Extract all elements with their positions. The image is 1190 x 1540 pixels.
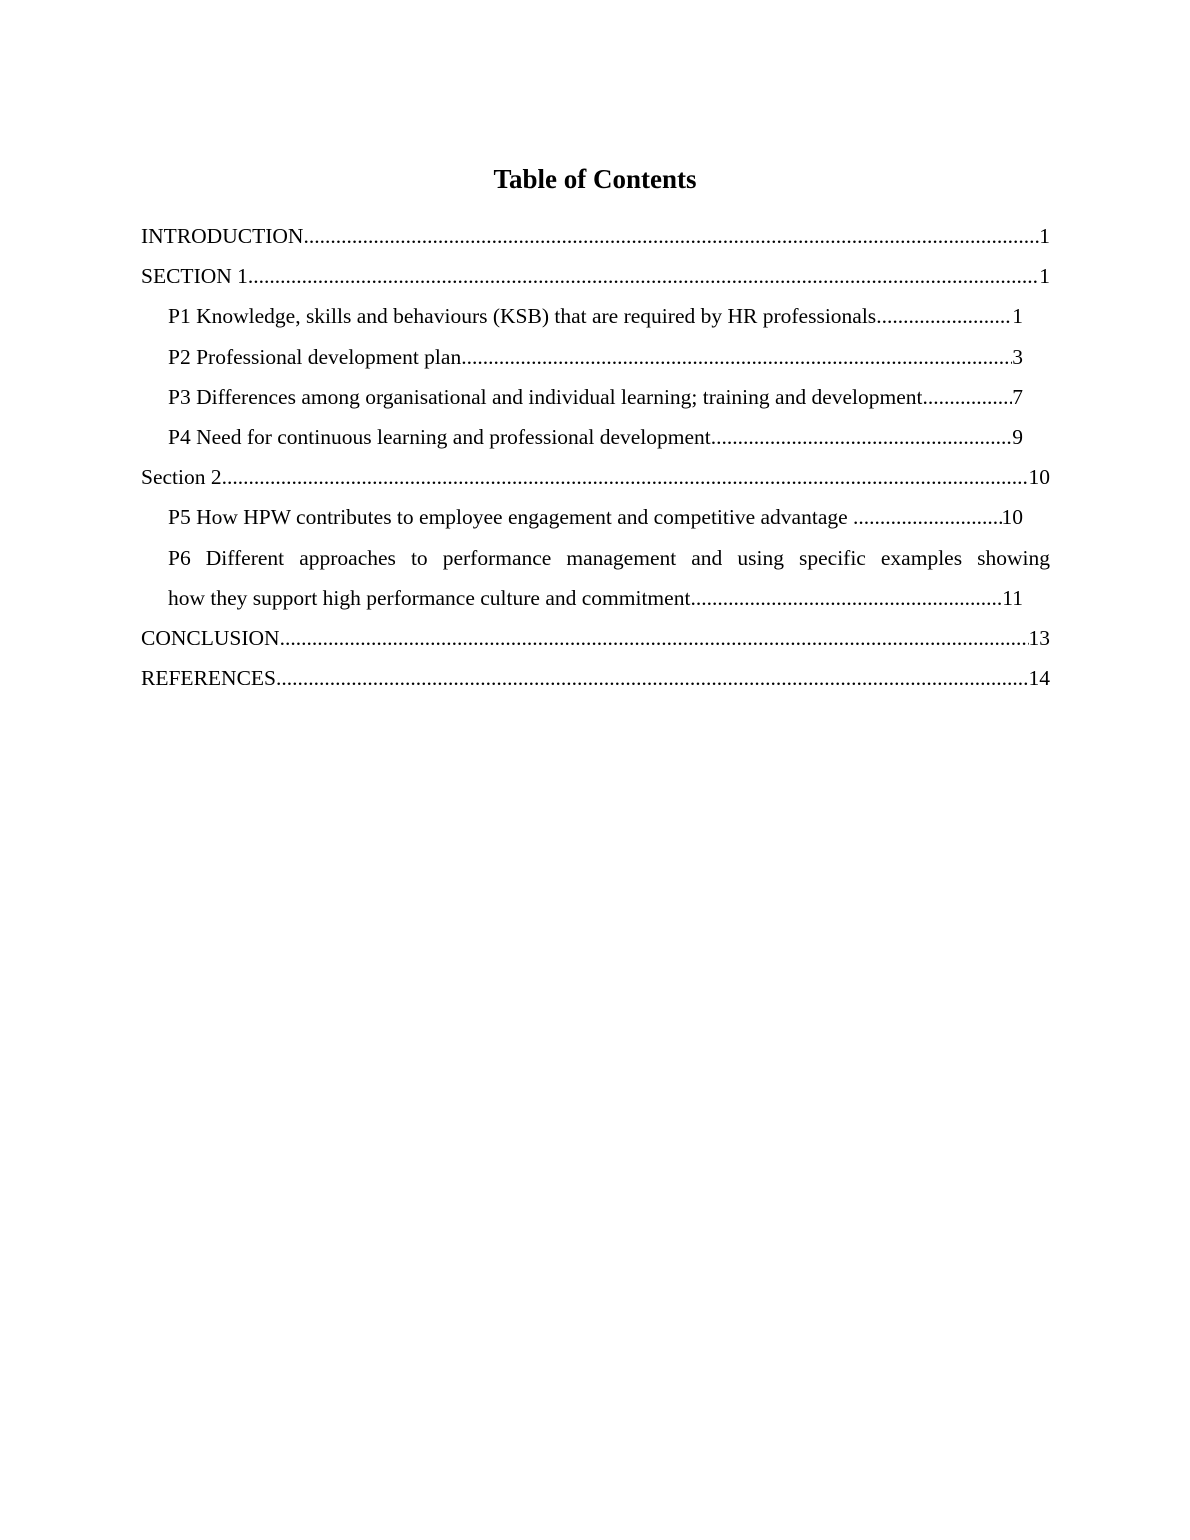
toc-entry-conclusion[interactable]: [141, 618, 1050, 658]
toc-entry-label-line2: how they support high performance culture and commitment: [168, 585, 691, 610]
toc-entry-label: P2 Professional development plan: [168, 344, 462, 369]
toc-entry-p2[interactable]: [168, 337, 1023, 377]
dot-leader: [303, 216, 1039, 256]
toc-entry-page: 10: [1001, 505, 1023, 530]
dot-leader: [876, 296, 1012, 336]
toc-entry-page: 1: [1039, 224, 1050, 248]
dot-leader: [276, 658, 1029, 698]
dot-leader: [690, 578, 1002, 618]
dot-leader: [461, 337, 1012, 377]
toc-entry-page: 14: [1028, 666, 1050, 691]
toc-entry-references[interactable]: [141, 658, 1050, 698]
toc-entry-label: P1 Knowledge, skills and behaviours (KSB) that are required by HR professionals: [168, 304, 877, 329]
toc-entry-page: 10: [1028, 465, 1050, 490]
dot-leader: [222, 457, 1029, 497]
toc-title: Table of Contents: [493, 164, 697, 194]
toc-entry-p1[interactable]: [168, 296, 1023, 336]
dot-leader: [923, 377, 1013, 417]
toc-entry-page: 1: [1039, 264, 1050, 289]
toc-entry-section-2[interactable]: [141, 457, 1050, 497]
toc-entry-p4[interactable]: [168, 417, 1023, 457]
dot-leader: [711, 417, 1013, 457]
toc-entry-p6[interactable]: [168, 538, 1050, 618]
table-of-contents: [141, 216, 1050, 698]
toc-entry-section-1[interactable]: [141, 256, 1050, 296]
toc-entry-label-line1: P6 Different approaches to performance management and using specific examples showing: [168, 545, 1050, 570]
toc-entry-label: P3 Differences among organisational and individual learning; training and development: [168, 384, 923, 409]
toc-entry-label: P5 How HPW contributes to employee engagement and competitive advantage: [168, 505, 854, 530]
toc-entry-p5[interactable]: [168, 497, 1023, 537]
toc-entry-label: INTRODUCTION: [141, 224, 304, 248]
toc-entry-label: REFERENCES: [141, 666, 276, 691]
toc-entry-label: P4 Need for continuous learning and professional development: [168, 424, 711, 449]
toc-entry-page: 11: [1002, 585, 1023, 610]
toc-entry-introduction[interactable]: [141, 216, 1050, 256]
toc-entry-label: Section 2: [141, 465, 222, 490]
toc-entry-page: 3: [1012, 344, 1023, 369]
toc-entry-page: 13: [1028, 625, 1050, 650]
dot-leader: [280, 618, 1029, 658]
toc-entry-label: CONCLUSION: [141, 625, 280, 650]
dot-leader: [248, 256, 1039, 296]
dot-leader: [853, 497, 1001, 537]
toc-entry-page: 1: [1012, 304, 1023, 329]
toc-entry-page: 7: [1012, 384, 1023, 409]
toc-entry-page: 9: [1012, 424, 1023, 449]
toc-entry-label: SECTION 1: [141, 264, 248, 289]
toc-entry-line2: [168, 578, 1023, 618]
toc-entry-p3[interactable]: [168, 377, 1023, 417]
